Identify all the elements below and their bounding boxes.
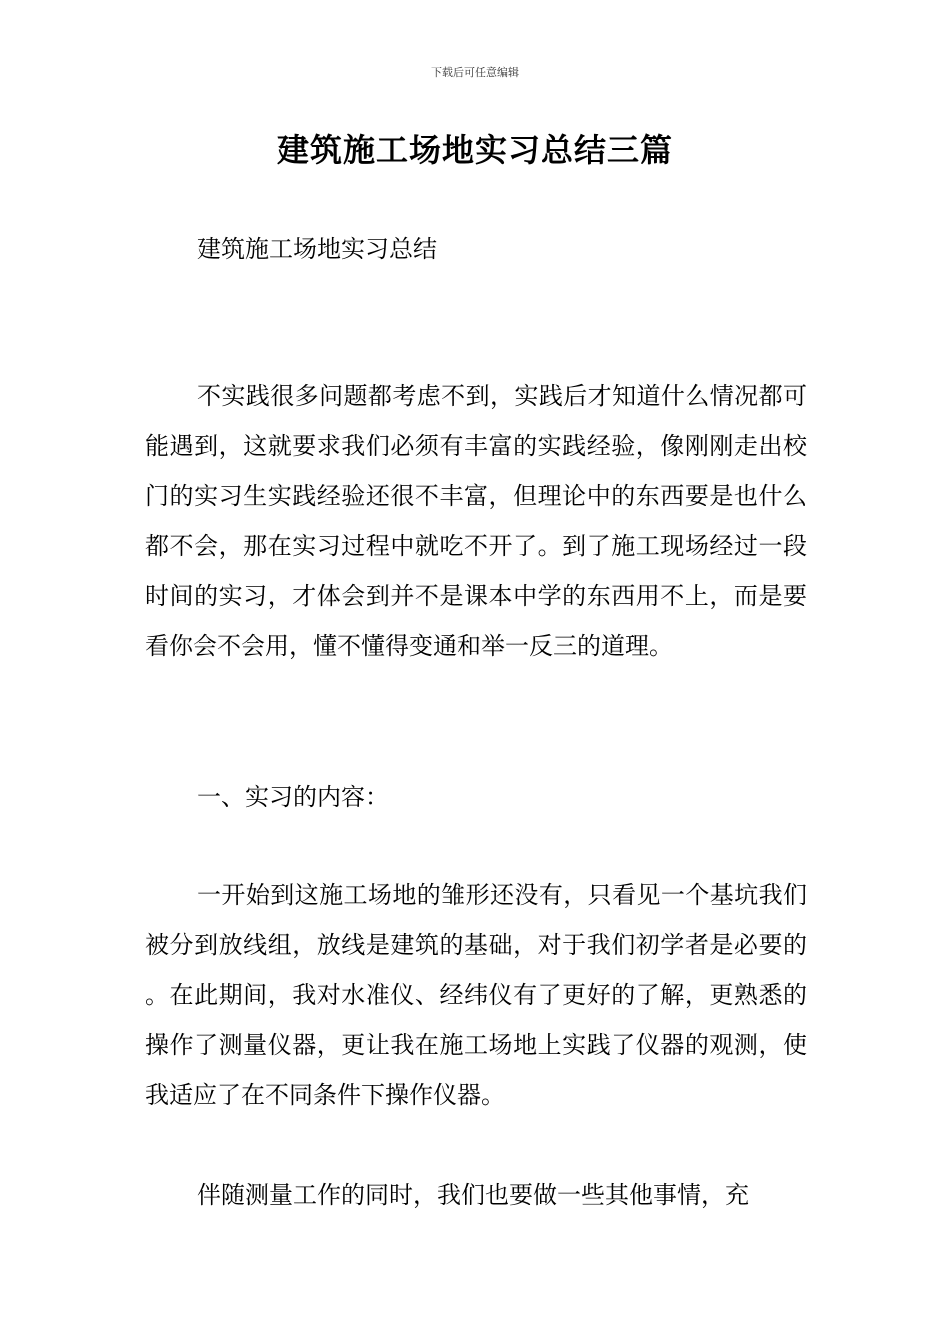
section-heading-content: 一、实习的内容： <box>197 783 389 811</box>
paragraph-content-1: 一开始到这施工场地的雏形还没有，只看见一个基坑我们被分到放线组，放线是建筑的基础，对于我们初学者是必要的。在此期间，我对水准仪、经纬仪有了更好的了解，更熟悉的操作了测量仪器，更让我在施工场地上实践了仪器的观测，使我适应了在不同条件下操作仪器。 <box>145 881 807 1109</box>
paragraph-intro: 不实践很多问题都考虑不到，实践后才知道什么情况都可能遇到，这就要求我们必须有丰富的实践经验，像刚刚走出校门的实习生实践经验还很不丰富，但理论中的东西要是也什么都不会，那在实习过程中就吃不开了。到了施工现场经过一段时间的实习，才体会到并不是课本中学的东西用不上，而是要看你会不会用，懂不懂得变通和举一反三的道理。 <box>145 382 807 660</box>
subtitle: 建筑施工场地实习总结 <box>197 235 437 263</box>
header-note: 下载后可任意编辑 <box>431 66 519 79</box>
document-title: 建筑施工场地实习总结三篇 <box>276 131 673 169</box>
paragraph-content-2: 伴随测量工作的同时，我们也要做一些其他事情，充 <box>197 1181 749 1209</box>
